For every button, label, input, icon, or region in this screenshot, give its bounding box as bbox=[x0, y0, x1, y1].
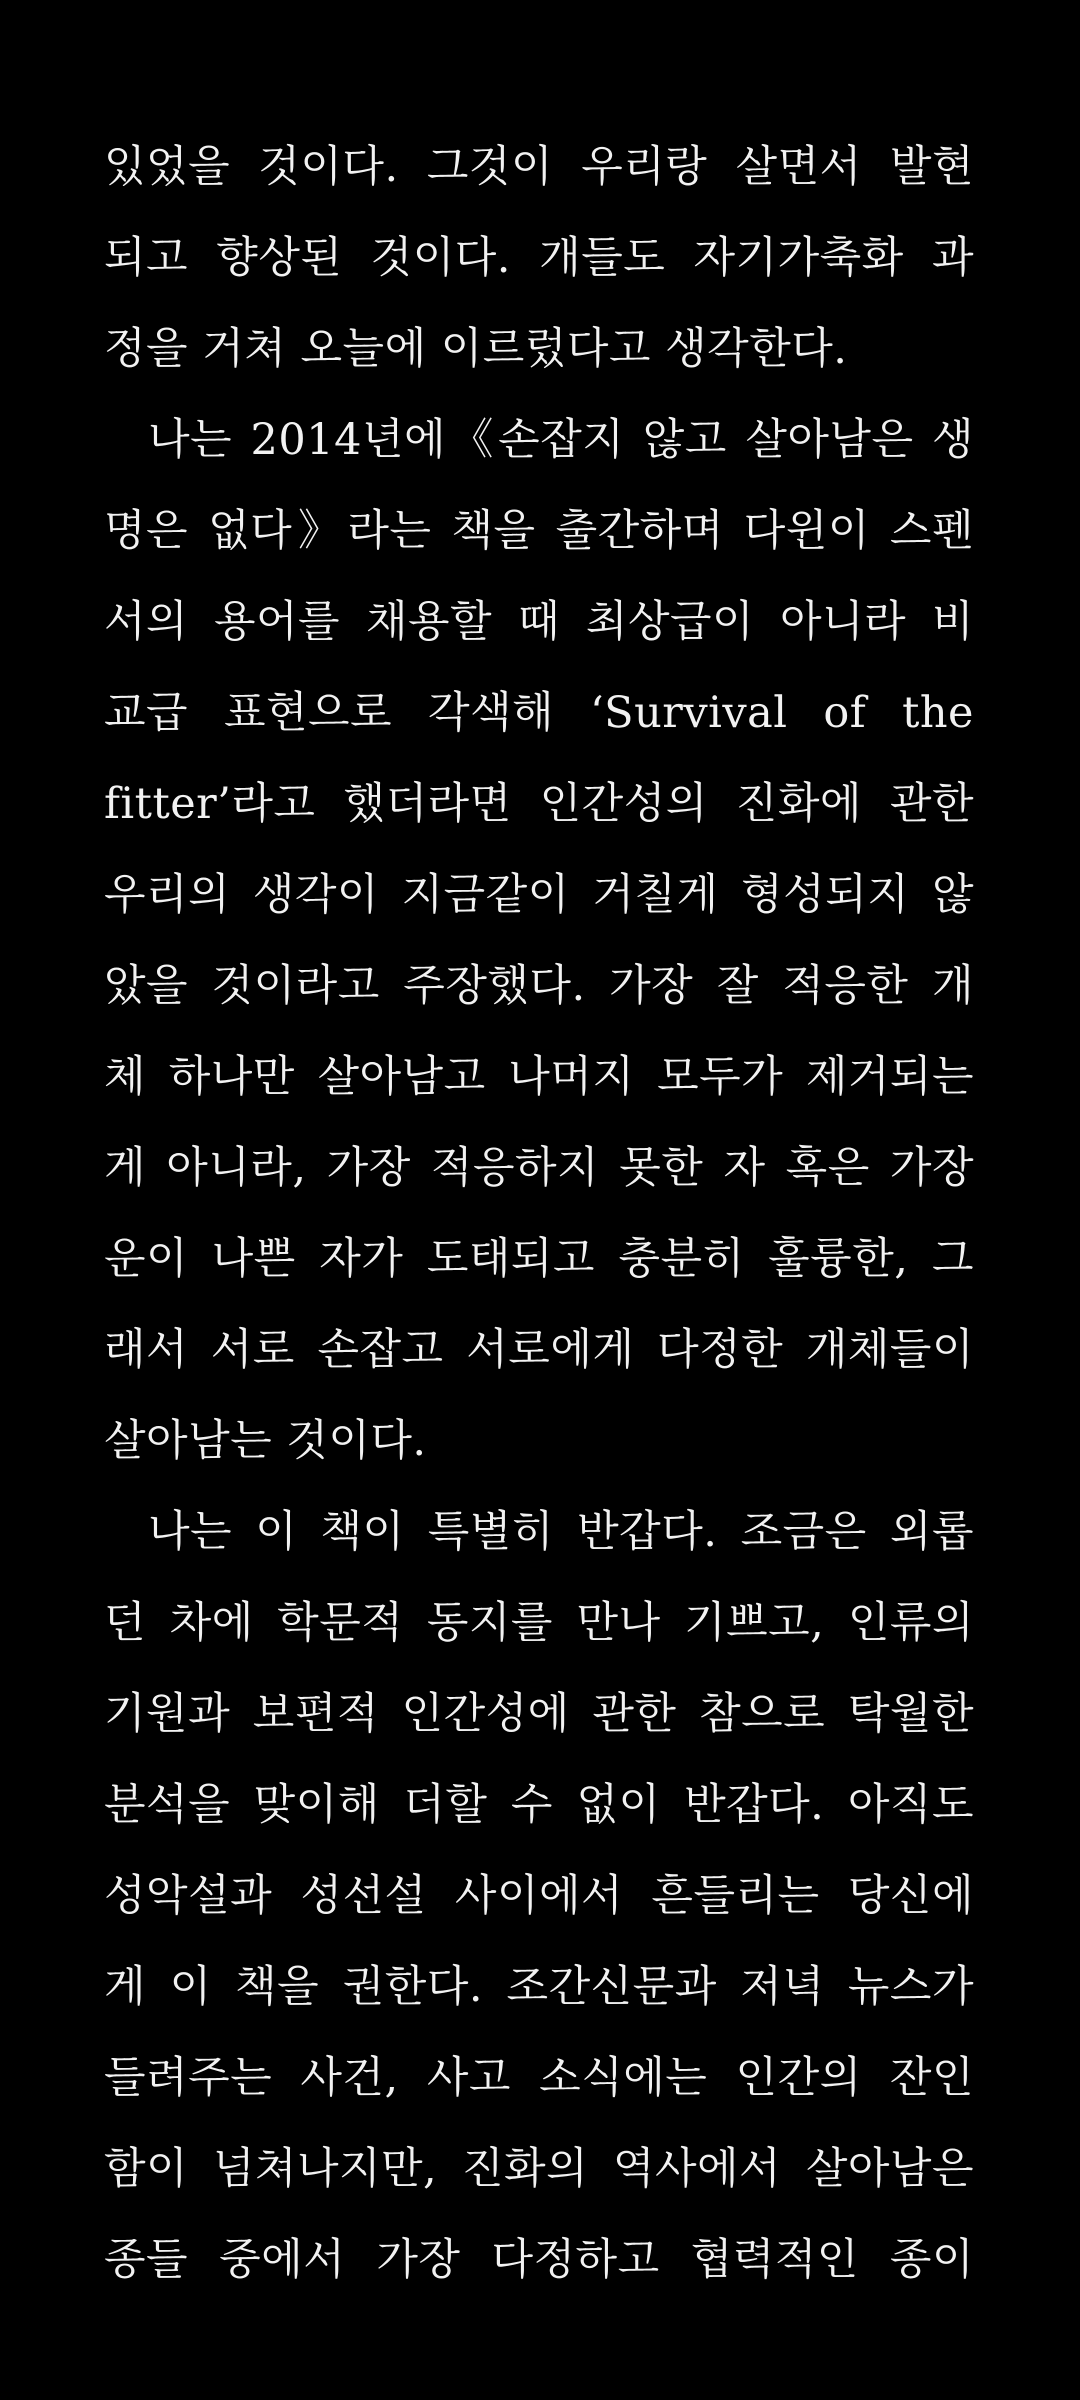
text-line: 분석을 맞이해 더할 수 없이 반갑다. 아직도 bbox=[104, 1780, 974, 1830]
text-line: 되고 향상된 것이다. 개들도 자기가축화 과 bbox=[104, 233, 974, 283]
text-line: fitter’라고 했더라면 인간성의 진화에 관한 bbox=[104, 779, 974, 829]
text-line: 서의 용어를 채용할 때 최상급이 아니라 비 bbox=[104, 597, 974, 647]
text-line: 들려주는 사건, 사고 소식에는 인간의 잔인 bbox=[104, 2053, 974, 2103]
text-line: 나는 2014년에《손잡지 않고 살아남은 생 bbox=[148, 415, 974, 465]
text-line: 성악설과 성선설 사이에서 흔들리는 당신에 bbox=[104, 1871, 974, 1921]
text-line: 기원과 보편적 인간성에 관한 참으로 탁월한 bbox=[104, 1689, 974, 1739]
text-line: 운이 나쁜 자가 도태되고 충분히 훌륭한, 그 bbox=[104, 1234, 974, 1284]
text-line: 있었을 것이다. 그것이 우리랑 살면서 발현 bbox=[104, 142, 974, 192]
text-line: 살아남는 것이다. bbox=[104, 1416, 427, 1466]
text-line: 교급 표현으로 각색해 ‘Survival of the bbox=[104, 688, 974, 738]
text-line: 래서 서로 손잡고 서로에게 다정한 개체들이 bbox=[104, 1325, 974, 1375]
text-line: 체 하나만 살아남고 나머지 모두가 제거되는 bbox=[104, 1052, 974, 1102]
text-line: 나는 이 책이 특별히 반갑다. 조금은 외롭 bbox=[148, 1507, 974, 1557]
text-line: 종들 중에서 가장 다정하고 협력적인 종이 bbox=[104, 2235, 974, 2285]
text-line: 게 이 책을 권한다. 조간신문과 저녁 뉴스가 bbox=[104, 1962, 974, 2012]
text-line: 우리의 생각이 지금같이 거칠게 형성되지 않 bbox=[104, 870, 974, 920]
text-line: 았을 것이라고 주장했다. 가장 잘 적응한 개 bbox=[104, 961, 974, 1011]
text-line: 함이 넘쳐나지만, 진화의 역사에서 살아남은 bbox=[104, 2144, 974, 2194]
text-line: 게 아니라, 가장 적응하지 못한 자 혹은 가장 bbox=[104, 1143, 974, 1193]
text-line: 정을 거쳐 오늘에 이르렀다고 생각한다. bbox=[104, 324, 848, 374]
text-column bbox=[104, 122, 974, 2306]
text-line: 명은 없다》라는 책을 출간하며 다윈이 스펜 bbox=[104, 506, 974, 556]
text-line: 던 차에 학문적 동지를 만나 기쁘고, 인류의 bbox=[104, 1598, 974, 1648]
